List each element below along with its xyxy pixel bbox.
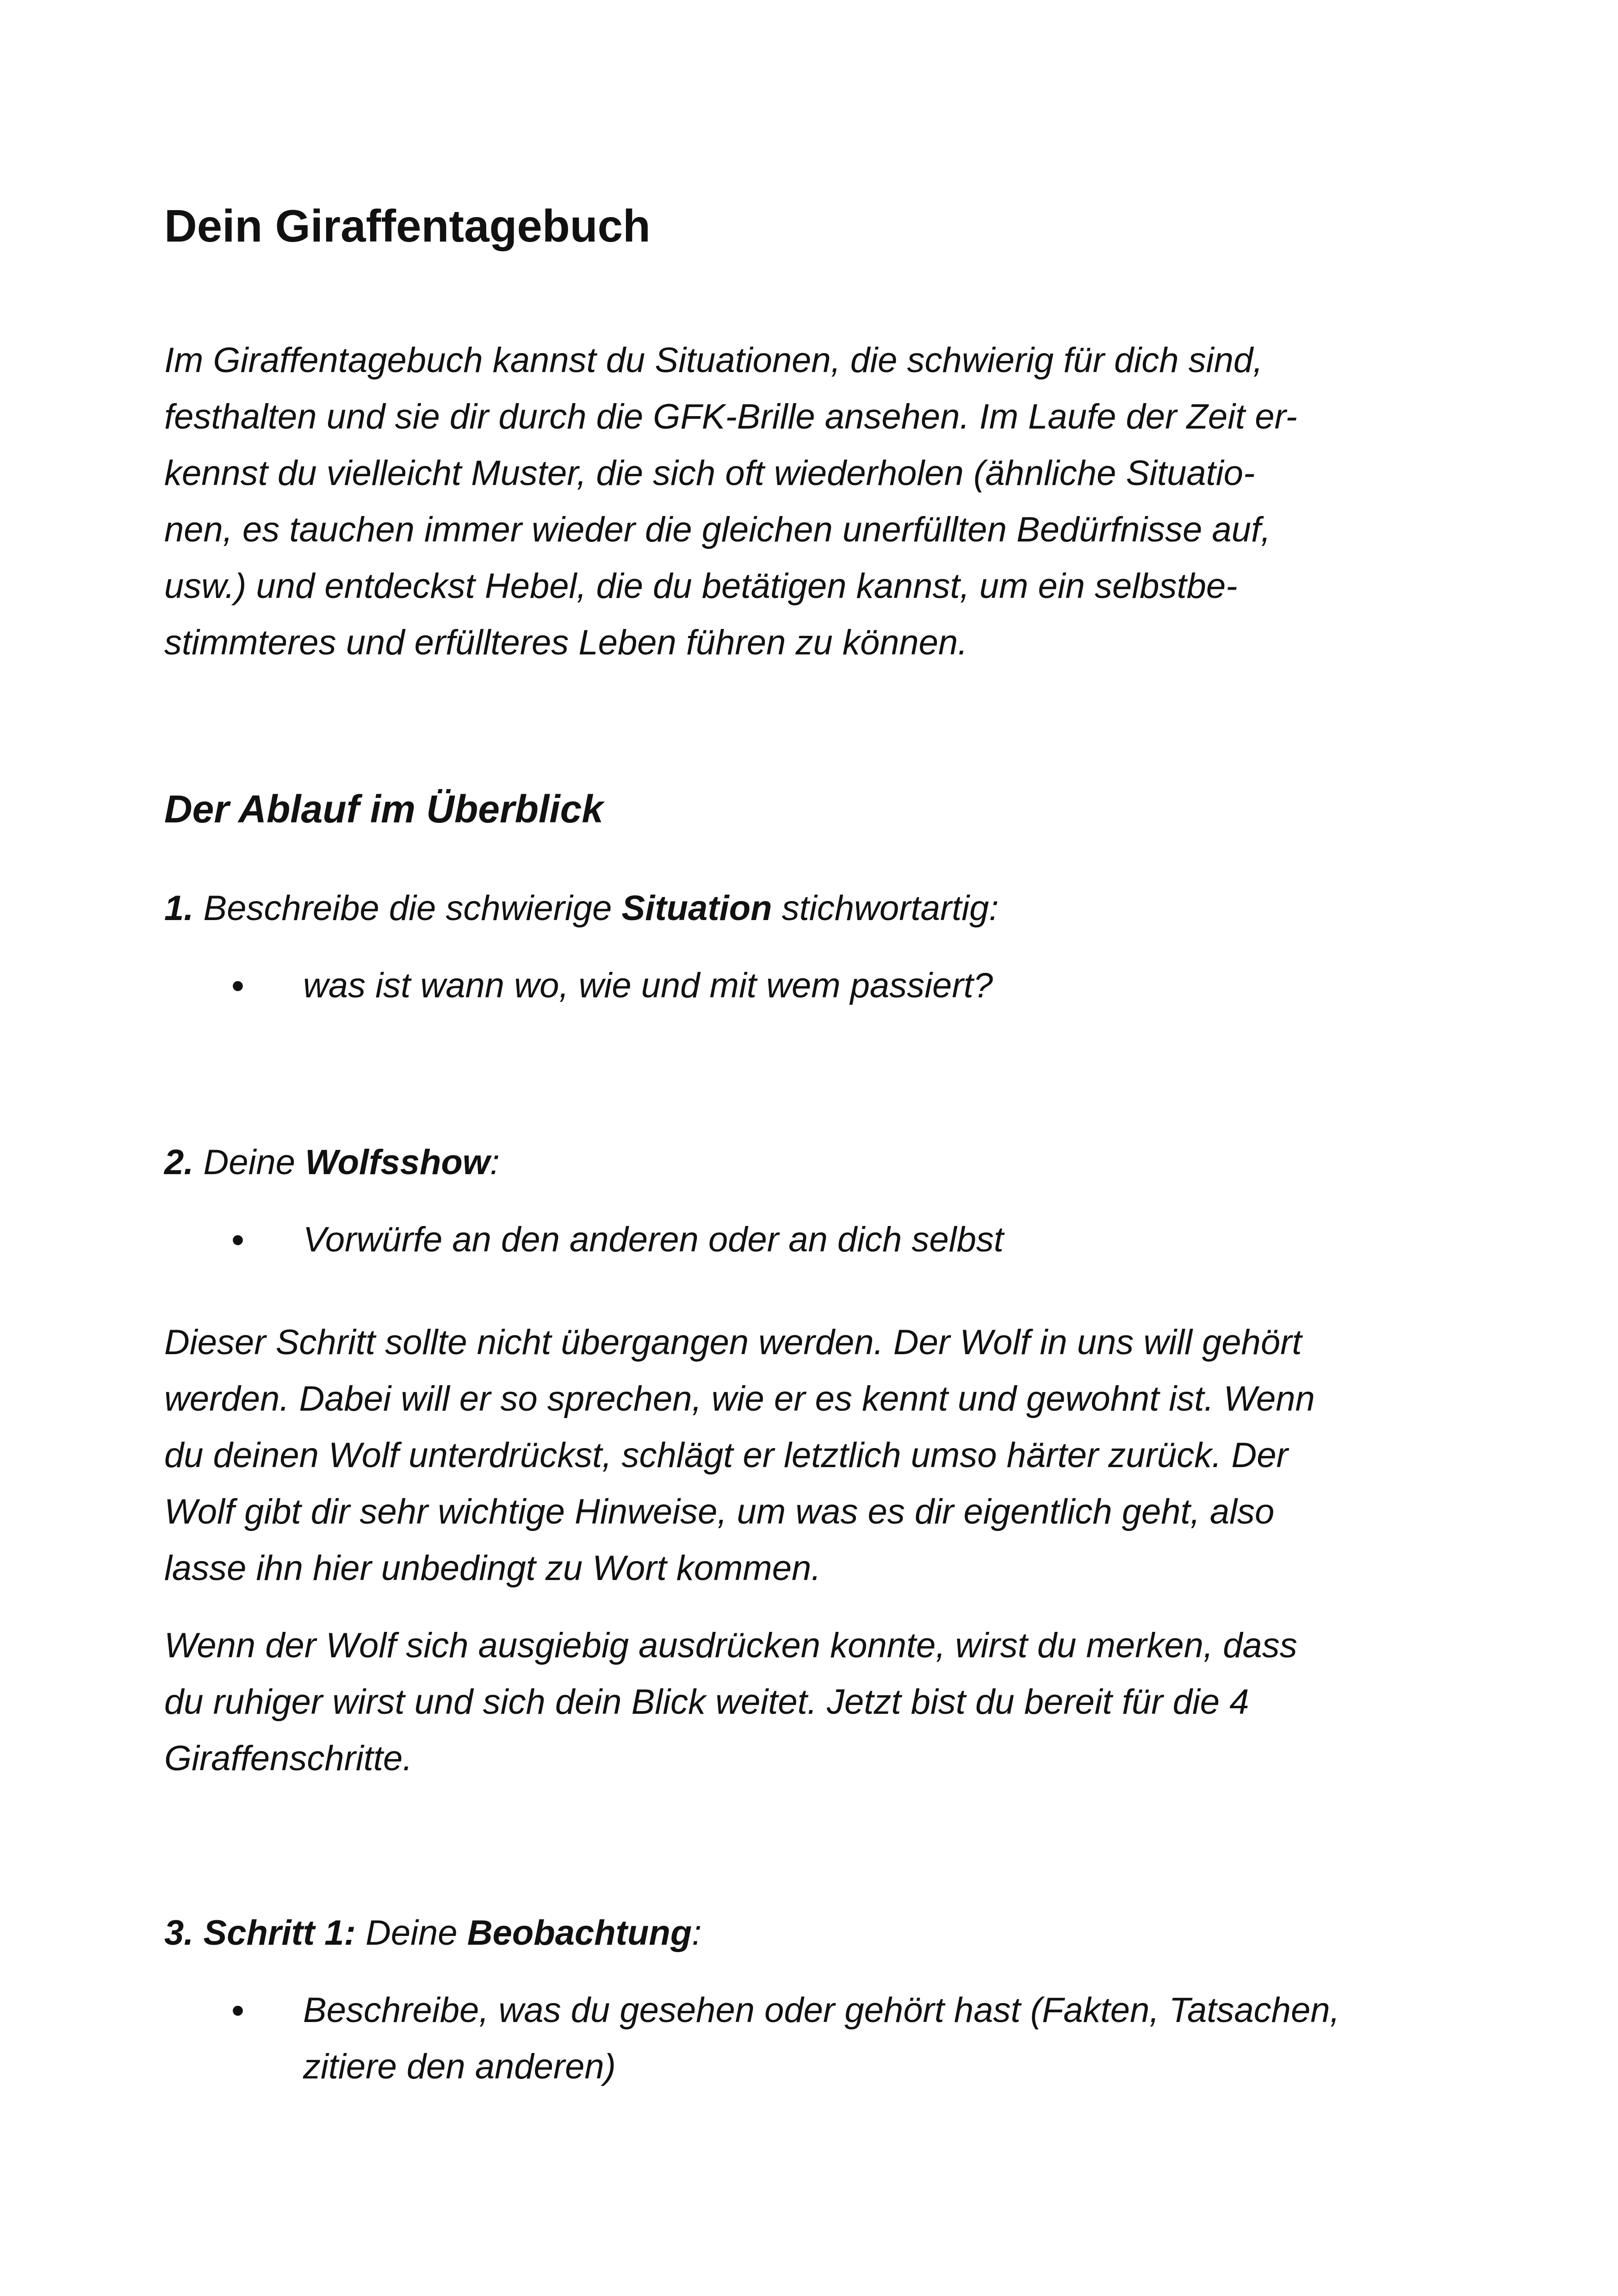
intro-line: stimmteres und erfüllteres Leben führen zu können. — [164, 622, 968, 662]
bullet-icon: • — [231, 1989, 245, 2031]
step-1-heading — [164, 880, 1461, 937]
paragraph-line: Wenn der Wolf sich ausgiebig ausdrücken konnte, wirst du merken, dass — [164, 1625, 1297, 1665]
wolf-paragraph — [164, 1314, 1461, 1597]
step-2-keyword: Wolfsshow — [305, 1142, 490, 1182]
paragraph-line: Wolf gibt dir sehr wichtige Hinweise, um was es dir eigentlich geht, also — [164, 1492, 1275, 1531]
bullet-text: Vorwürfe an den anderen oder an dich selbst — [303, 1220, 1004, 1259]
intro-line: festhalten und sie dir durch die GFK-Brille ansehen. Im Laufe der Zeit er- — [164, 397, 1297, 436]
intro-line: nen, es tauchen immer wieder die gleichen unerfüllten Bedürfnisse auf, — [164, 510, 1271, 549]
bullet-text: Beschreibe, was du gesehen oder gehört hast (Fakten, Tatsachen, — [303, 1990, 1340, 2030]
bullet-text: was ist wann wo, wie und mit wem passiert? — [303, 965, 993, 1005]
step-3-text-pre: Deine — [355, 1913, 467, 1953]
document-title: Dein Giraffentagebuch — [164, 200, 651, 251]
step-2-bullet — [164, 1212, 1461, 1268]
step-3-heading — [164, 1905, 1461, 1961]
paragraph-line: werden. Dabei will er so sprechen, wie er es kennt und gewohnt ist. Wenn — [164, 1379, 1315, 1419]
step-1-number: 1. — [164, 888, 194, 928]
step-1-text-post: stichwortartig: — [772, 888, 999, 928]
paragraph-line: Giraffenschritte. — [164, 1738, 413, 1778]
step-2-number: 2. — [164, 1142, 194, 1182]
paragraph-line: du ruhiger wirst und sich dein Blick weitet. Jetzt bist du bereit für die 4 — [164, 1682, 1249, 1722]
paragraph-line: du deinen Wolf unterdrückst, schlägt er letztlich umso härter zurück. Der — [164, 1435, 1288, 1475]
bullet-text: zitiere den anderen) — [303, 2047, 616, 2086]
intro-line: Im Giraffentagebuch kannst du Situationen, die schwierig für dich sind, — [164, 340, 1263, 380]
step-1-bullet — [164, 958, 1461, 1014]
step-2-text-pre: Deine — [193, 1142, 305, 1182]
step-1-text-pre: Beschreibe die schwierige — [193, 888, 622, 928]
step-2-heading — [164, 1134, 1461, 1191]
paragraph-line: lasse ihn hier unbedingt zu Wort kommen. — [164, 1548, 821, 1588]
transition-paragraph — [164, 1618, 1461, 1787]
step-3-bullet — [164, 1982, 1461, 2095]
step-3-keyword: Beobachtung — [467, 1913, 692, 1953]
intro-line: kennst du vielleicht Muster, die sich oft wiederholen (ähnliche Situatio- — [164, 453, 1255, 493]
step-3-text-post: : — [692, 1913, 702, 1953]
step-2-text-post: : — [490, 1142, 500, 1182]
bullet-icon: • — [231, 964, 245, 1006]
intro-paragraph — [164, 332, 1461, 671]
section-subtitle: Der Ablauf im Überblick — [164, 787, 604, 831]
intro-line: usw.) und entdeckst Hebel, die du betätigen kannst, um ein selbstbe- — [164, 566, 1238, 606]
paragraph-line: Dieser Schritt sollte nicht übergangen werden. Der Wolf in uns will gehört — [164, 1322, 1302, 1362]
bullet-icon: • — [231, 1219, 245, 1260]
step-3-number: 3. Schritt 1: — [164, 1913, 356, 1953]
step-1-keyword: Situation — [621, 888, 772, 928]
